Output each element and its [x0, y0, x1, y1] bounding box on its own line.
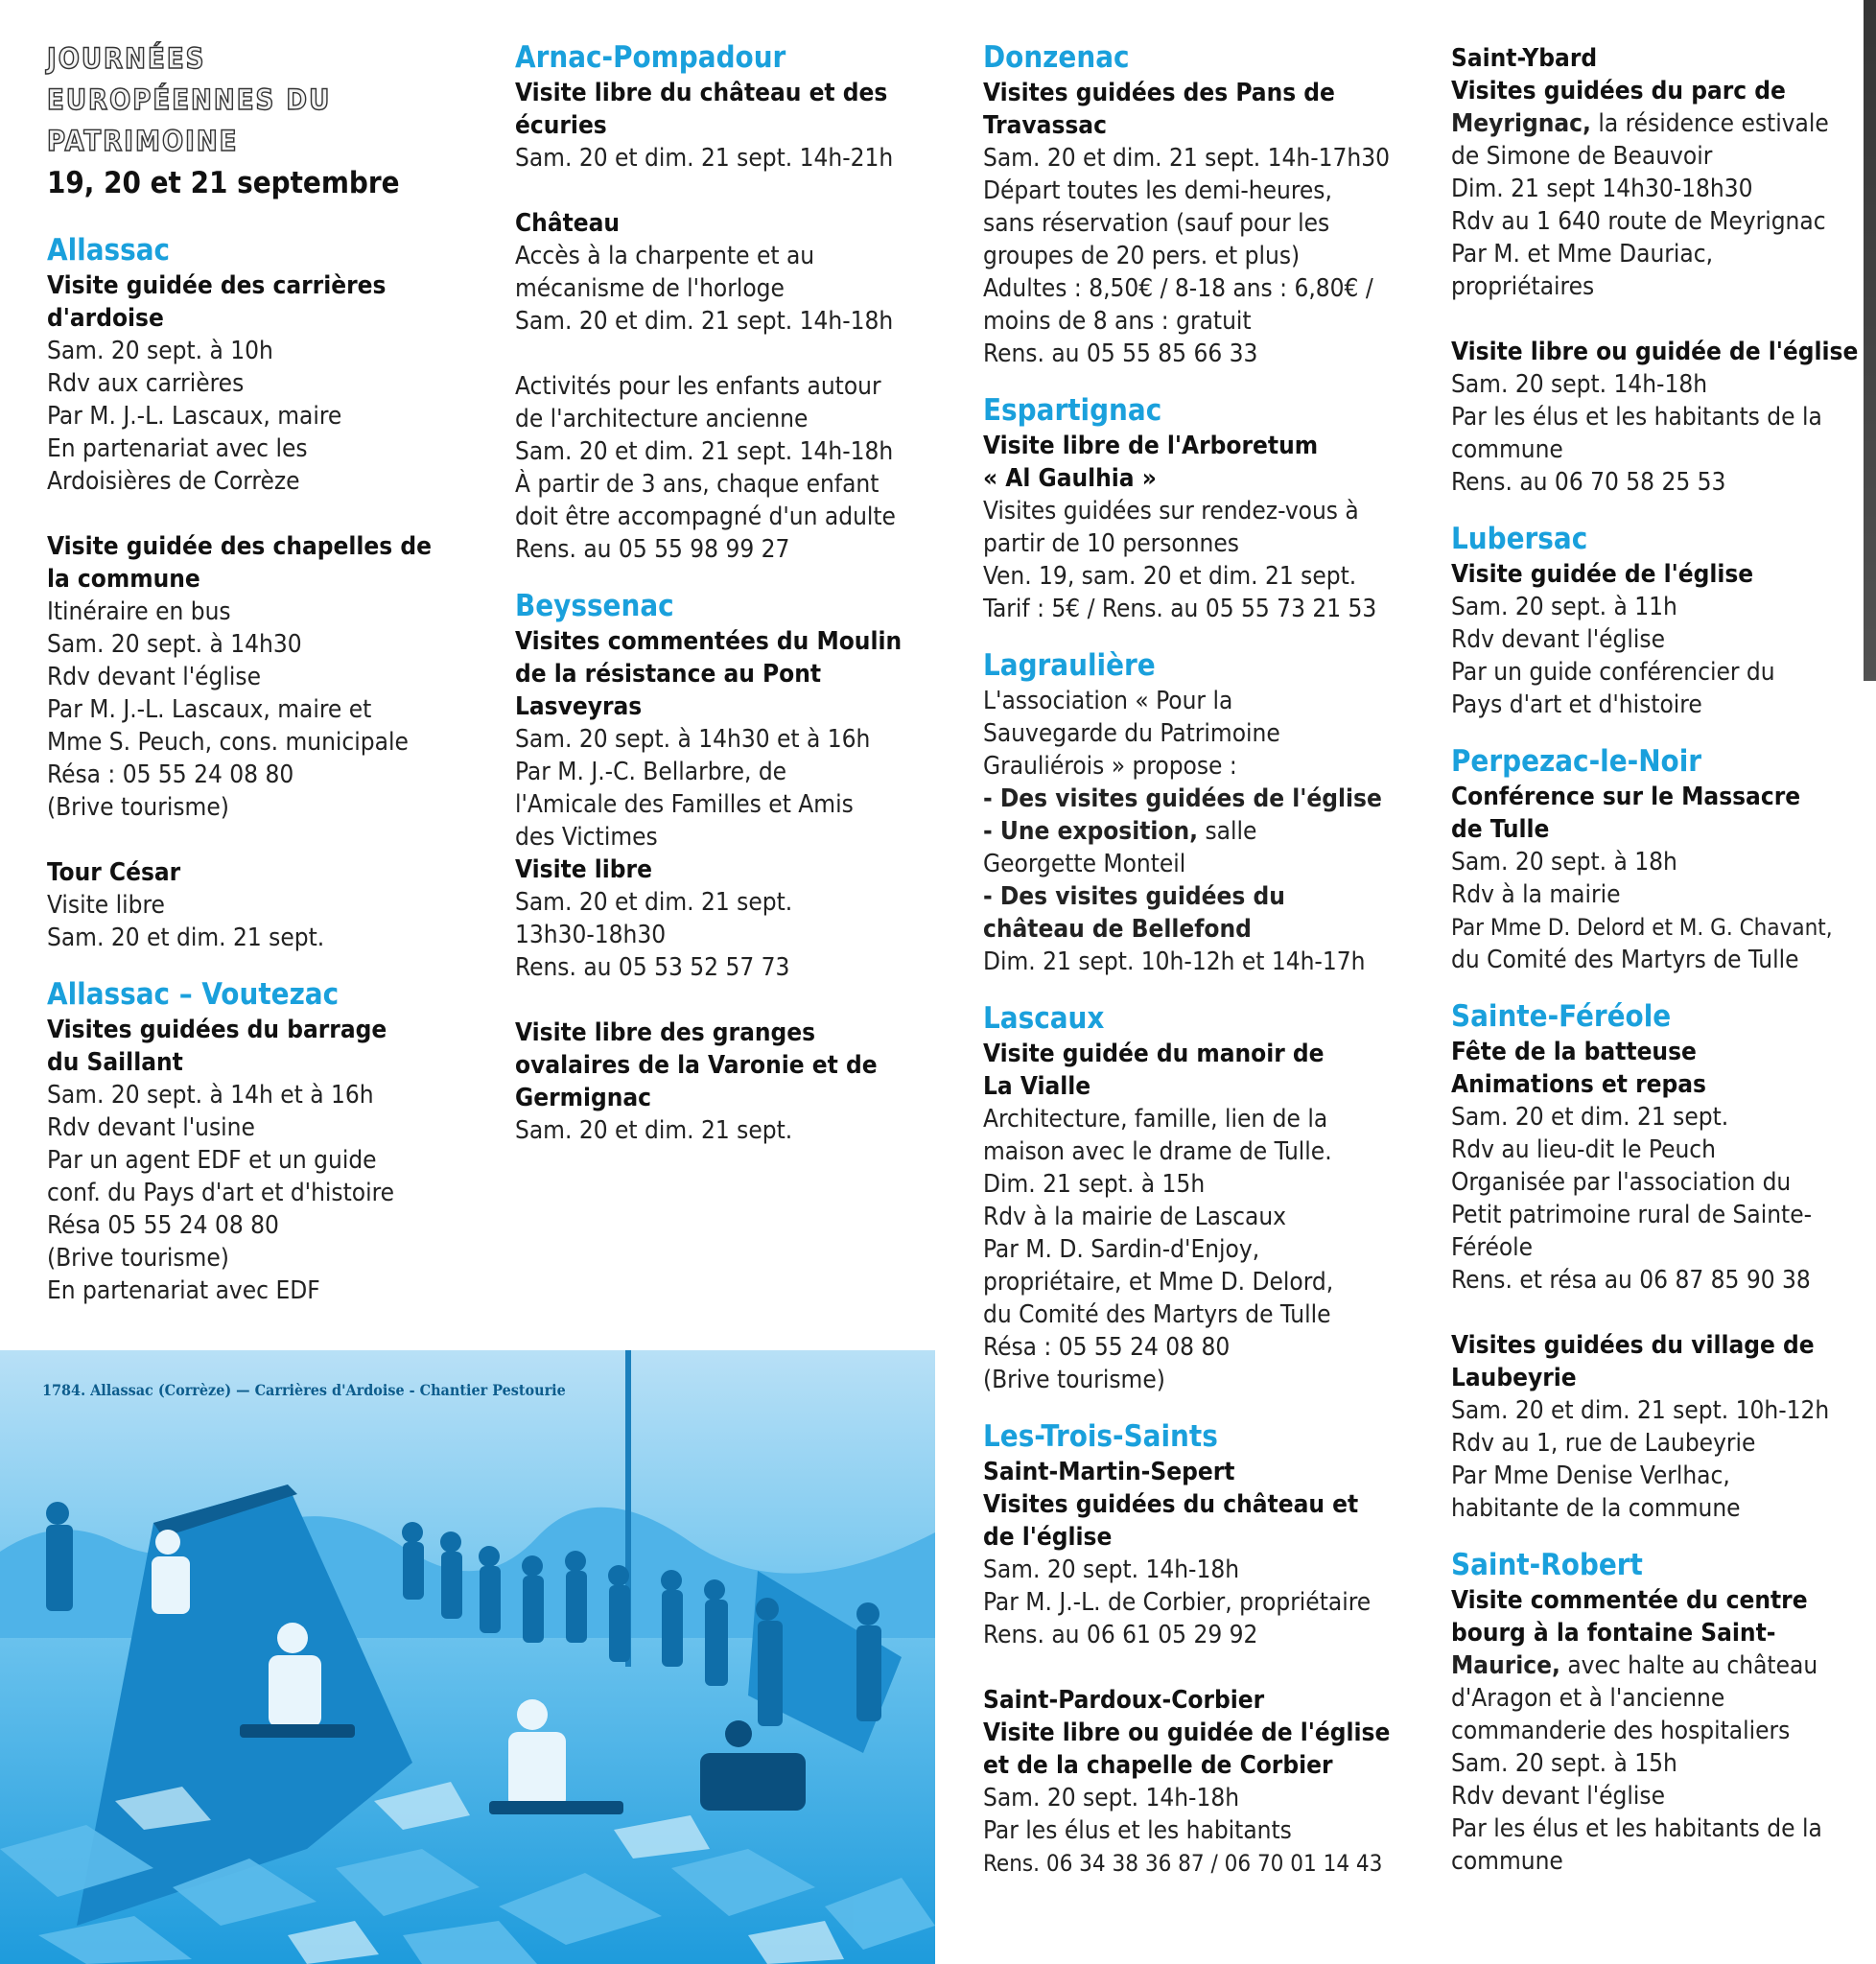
entry-line: doit être accompagné d'un adulte	[515, 503, 896, 531]
entry-line: Sam. 20 et dim. 21 sept. 14h-18h	[515, 437, 894, 466]
entry-line: Sauvegarde du Patrimoine	[983, 719, 1280, 748]
entry-line: Accès à la charpente et au	[515, 242, 815, 270]
entry-line: moins de 8 ans : gratuit	[983, 307, 1252, 336]
entry-line-mixed	[983, 783, 1434, 815]
normal-part: avec halte au château	[1559, 1651, 1818, 1680]
entry-saint-robert	[1451, 1546, 1876, 1878]
entry-line: Sam. 20 sept. à 14h30	[47, 630, 302, 659]
entry-line: Sam. 20 et dim. 21 sept.	[515, 888, 793, 917]
postcard-caption: 1784. Allassac (Corrèze) — Carrières d'Ardoise - Chantier Pestourie	[42, 1381, 566, 1399]
entry-title: ovalaires de la Varonie et de	[515, 1051, 878, 1080]
entry-allassac-chapelles	[47, 530, 498, 824]
entry-line-mixed	[983, 815, 1434, 848]
entry-line: Sam. 20 sept. 14h-18h	[1451, 370, 1708, 399]
entry-title: Visite guidée des chapelles de	[47, 532, 432, 561]
entry-title: la commune	[47, 565, 200, 594]
entry-line: Rdv devant l'usine	[47, 1113, 255, 1142]
entry-title: Animations et repas	[1451, 1070, 1706, 1099]
entry-line: de l'architecture ancienne	[515, 405, 809, 433]
entry-line: En partenariat avec EDF	[47, 1276, 320, 1305]
entry-title: Germignac	[515, 1084, 652, 1112]
header-title-line: PATRIMOINE	[47, 125, 239, 157]
entry-title: Fête de la batteuse	[1451, 1038, 1697, 1066]
entry-line: des Victimes	[515, 823, 658, 852]
column-2	[515, 38, 966, 1147]
entry-line: En partenariat avec les	[47, 434, 308, 463]
entry-title: Conférence sur le Massacre	[1451, 783, 1801, 811]
entry-chateau	[515, 207, 966, 338]
entry-line: Sam. 20 sept. à 18h	[1451, 848, 1677, 877]
entry-title: Laubeyrie	[1451, 1364, 1577, 1392]
entry-line: habitante de la commune	[1451, 1494, 1741, 1523]
entry-laubeyrie	[1451, 1329, 1876, 1525]
entry-line: Résa : 05 55 24 08 80	[47, 760, 294, 789]
entry-line: Ardoisières de Corrèze	[47, 467, 300, 496]
entry-line: mécanisme de l'horloge	[515, 274, 785, 303]
place-name: Lagraulière	[983, 648, 1156, 683]
entry-line: Départ toutes les demi-heures,	[983, 176, 1332, 205]
entry-line: Par Mme Denise Verlhac,	[1451, 1461, 1730, 1490]
entry-line: L'association « Pour la	[983, 687, 1233, 715]
entry-title: Visite guidée de l'église	[1451, 560, 1754, 589]
entry-line-mixed	[1451, 107, 1876, 140]
entry-line: Sam. 20 et dim. 21 sept. 14h-17h30	[983, 144, 1391, 173]
entry-line: Itinéraire en bus	[47, 597, 231, 626]
entry-line: sans réservation (sauf pour les	[983, 209, 1330, 238]
entry-lubersac	[1451, 520, 1876, 721]
place-name: Allassac	[47, 233, 171, 268]
entry-line: Par M. et Mme Dauriac,	[1451, 240, 1714, 269]
entry-line: du Comité des Martyrs de Tulle	[1451, 946, 1799, 974]
entry-line: Rdv aux carrières	[47, 369, 245, 398]
entry-title: Visites guidées du château et	[983, 1490, 1359, 1519]
entry-line: Par un agent EDF et un guide	[47, 1146, 377, 1175]
entry-line: Rens. au 05 55 85 66 33	[983, 339, 1258, 368]
entry-line: Dim. 21 sept. 10h-12h et 14h-17h	[983, 947, 1366, 976]
entry-line: Sam. 20 sept. 14h-18h	[983, 1784, 1240, 1812]
entry-line: groupes de 20 pers. et plus)	[983, 242, 1301, 270]
bold-part: - Des visites guidées de l'église	[983, 784, 1382, 813]
header-title-line: JOURNÉES	[47, 42, 206, 75]
bold-part: - Des visites guidées du	[983, 882, 1285, 911]
entry-line: (Brive tourisme)	[983, 1366, 1165, 1394]
entry-line: Dim. 21 sept. à 15h	[983, 1170, 1206, 1199]
bold-part: Maurice,	[1451, 1651, 1560, 1680]
entry-line: Sam. 20 et dim. 21 sept. 14h-18h	[515, 307, 894, 336]
entry-line: Par Mme D. Delord et M. G. Chavant,	[1451, 914, 1833, 941]
entry-line: Résa 05 55 24 08 80	[47, 1211, 279, 1240]
entry-allassac-carrieres	[47, 231, 498, 498]
entry-line: (Brive tourisme)	[47, 793, 229, 822]
entry-line-mixed	[983, 880, 1434, 913]
entry-line: Pays d'art et d'histoire	[1451, 690, 1702, 719]
entry-title: Visites guidées du village de	[1451, 1331, 1815, 1360]
entry-line: Rdv devant l'église	[1451, 1782, 1665, 1811]
entry-title: d'ardoise	[47, 304, 164, 333]
entry-line: propriétaires	[1451, 272, 1595, 301]
entry-title: Visites commentées du Moulin	[515, 627, 903, 656]
bold-part: - Une exposition,	[983, 817, 1199, 846]
entry-line: Visites guidées sur rendez-vous à	[983, 497, 1359, 526]
entry-les-trois-saints	[983, 1417, 1434, 1651]
entry-line: Architecture, famille, lien de la	[983, 1105, 1328, 1134]
entry-line: Rdv devant l'église	[1451, 625, 1665, 654]
entry-line: Par les élus et les habitants	[983, 1816, 1292, 1845]
entry-line: Sam. 20 et dim. 21 sept. 14h-21h	[515, 144, 894, 173]
entry-espartignac	[983, 391, 1434, 625]
entry-line: Rens. au 06 70 58 25 53	[1451, 468, 1726, 497]
entry-title: Visite commentée du centre	[1451, 1586, 1808, 1615]
entry-line: Rdv au lieu-dit le Peuch	[1451, 1135, 1716, 1164]
entry-line: propriétaire, et Mme D. Delord,	[983, 1268, 1334, 1297]
entry-beyssenac	[515, 587, 966, 984]
entry-title: de l'église	[983, 1523, 1113, 1552]
entry-line: l'Amicale des Familles et Amis	[515, 790, 854, 819]
entry-title: Lasveyras	[515, 692, 643, 721]
entry-title: du Saillant	[47, 1048, 183, 1077]
entry-line: commanderie des hospitaliers	[1451, 1717, 1791, 1745]
entry-granges-ovalaires	[515, 1017, 966, 1147]
scan-edge-shadow	[1864, 0, 1876, 681]
entry-line: Rdv à la mairie de Lascaux	[983, 1203, 1287, 1231]
normal-part: Georgette Monteil	[983, 850, 1186, 878]
entry-line: d'Aragon et à l'ancienne	[1451, 1684, 1725, 1713]
normal-part: salle	[1198, 817, 1257, 846]
entry-title: Visite guidée des carrières	[47, 271, 387, 300]
place-name: Allassac – Voutezac	[47, 977, 340, 1012]
place-name: Beyssenac	[515, 589, 674, 623]
entry-line: Petit patrimoine rural de Sainte-	[1451, 1201, 1813, 1229]
entry-line: Visite libre	[47, 891, 165, 920]
entry-title: Visites guidées des Pans de	[983, 79, 1335, 107]
place-name: Sainte-Féréole	[1451, 999, 1672, 1034]
entry-line: Féréole	[1451, 1233, 1534, 1262]
entry-line: Par M. J.-L. de Corbier, propriétaire	[983, 1588, 1372, 1617]
entry-title: Visites guidées du barrage	[47, 1016, 387, 1044]
entry-title: Visite guidée du manoir de	[983, 1040, 1325, 1068]
entry-line: Tarif : 5€ / Rens. au 05 55 73 21 53	[983, 595, 1377, 623]
entry-line: Rens. au 05 55 98 99 27	[515, 535, 790, 564]
normal-part: la résidence estivale	[1590, 109, 1829, 138]
entry-title: « Al Gaulhia »	[983, 464, 1157, 493]
bold-part: Meyrignac,	[1451, 109, 1591, 138]
entry-saint-ybard	[1451, 42, 1876, 303]
entry-line: Dim. 21 sept 14h30-18h30	[1451, 175, 1753, 203]
header-dates: 19, 20 et 21 septembre	[47, 166, 400, 200]
entry-line: Sam. 20 et dim. 21 sept.	[1451, 1103, 1729, 1132]
entry-title: Château	[515, 209, 621, 238]
entry-line: Par M. J.-L. Lascaux, maire	[47, 402, 342, 431]
column-4	[1451, 42, 1876, 1878]
entry-donzenac	[983, 38, 1434, 370]
place-name: Perpezac-le-Noir	[1451, 744, 1702, 779]
entry-line: Rens. au 06 61 05 29 92	[983, 1621, 1258, 1649]
entry-line: partir de 10 personnes	[983, 529, 1239, 558]
place-name: Les-Trois-Saints	[983, 1419, 1218, 1454]
entry-line: Sam. 20 sept. à 10h	[47, 337, 273, 365]
entry-line: commune	[1451, 1847, 1563, 1876]
entry-title: Visite libre	[515, 855, 652, 884]
quarry-workers-illustration	[0, 1350, 935, 1964]
entry-eglise-saint-ybard	[1451, 336, 1876, 499]
entry-line: Résa : 05 55 24 08 80	[983, 1333, 1231, 1362]
entry-title: Visite libre ou guidée de l'église	[983, 1718, 1391, 1747]
entry-line: du Comité des Martyrs de Tulle	[983, 1300, 1331, 1329]
entry-title: de la résistance au Pont	[515, 660, 822, 689]
entry-line: Sam. 20 sept. à 14h et à 16h	[47, 1081, 374, 1110]
entry-line: Sam. 20 et dim. 21 sept.	[47, 924, 325, 952]
entry-line: Par un guide conférencier du	[1451, 658, 1775, 687]
entry-line: Activités pour les enfants autour	[515, 372, 881, 401]
entry-title: Visite libre ou guidée de l'église	[1451, 338, 1859, 366]
entry-allassac-voutezac	[47, 975, 498, 1307]
postcard-photo	[0, 1350, 935, 1964]
entry-title: Visite libre de l'Arboretum	[983, 432, 1319, 460]
column-1	[47, 38, 498, 1307]
entry-line: maison avec le drame de Tulle.	[983, 1137, 1332, 1166]
entry-line-mixed	[983, 913, 1434, 946]
entry-line: Rdv au 1 640 route de Meyrignac	[1451, 207, 1826, 236]
entry-line: conf. du Pays d'art et d'histoire	[47, 1179, 395, 1207]
entry-activites-enfants	[515, 370, 966, 566]
entry-line-mixed	[983, 848, 1434, 880]
entry-title: de Tulle	[1451, 815, 1550, 844]
entry-line: Adultes : 8,50€ / 8-18 ans : 6,80€ /	[983, 274, 1373, 303]
entry-line: commune	[1451, 435, 1563, 464]
entry-title: La Vialle	[983, 1072, 1091, 1101]
place-name: Espartignac	[983, 393, 1162, 428]
entry-line: Sam. 20 et dim. 21 sept. 10h-12h	[1451, 1396, 1830, 1425]
bold-part: château de Bellefond	[983, 915, 1252, 944]
entry-lascaux	[983, 999, 1434, 1396]
entry-line: Sam. 20 sept. à 11h	[1451, 593, 1677, 621]
entry-title: et de la chapelle de Corbier	[983, 1751, 1333, 1780]
entry-tour-cesar	[47, 856, 498, 954]
entry-line: Rdv au 1, rue de Laubeyrie	[1451, 1429, 1756, 1458]
entry-title: écuries	[515, 111, 607, 140]
entry-line: À partir de 3 ans, chaque enfant	[515, 470, 879, 499]
entry-line-mixed	[1451, 1649, 1876, 1682]
entry-line: Rens. 06 34 38 36 87 / 06 70 01 14 43	[983, 1850, 1383, 1877]
entry-line: (Brive tourisme)	[47, 1244, 229, 1273]
entry-title: Tour César	[47, 858, 181, 887]
entry-line: Rens. au 05 53 52 57 73	[515, 953, 790, 982]
entry-line: Rens. et résa au 06 87 85 90 38	[1451, 1266, 1811, 1295]
entry-line: Rdv à la mairie	[1451, 880, 1621, 909]
entry-title: Travassac	[983, 111, 1107, 140]
entry-line: 13h30-18h30	[515, 921, 667, 949]
place-name: Arnac-Pompadour	[515, 40, 786, 75]
entry-line: Sam. 20 sept. 14h-18h	[983, 1555, 1240, 1584]
entry-perpezac-le-noir	[1451, 742, 1876, 976]
entry-line: Par M. J.-L. Lascaux, maire et	[47, 695, 372, 724]
entry-line: de Simone de Beauvoir	[1451, 142, 1713, 171]
entry-arnac-pompadour	[515, 38, 966, 175]
place-name: Lascaux	[983, 1001, 1105, 1036]
sub-place-name: Saint-Martin-Sepert	[983, 1458, 1235, 1486]
entry-line: Mme S. Peuch, cons. municipale	[47, 728, 409, 757]
entry-line: Grauliérois » propose :	[983, 752, 1237, 781]
entry-title: bourg à la fontaine Saint-	[1451, 1619, 1776, 1648]
place-name: Lubersac	[1451, 522, 1588, 556]
place-name: Donzenac	[983, 40, 1130, 75]
entry-saint-pardoux-corbier	[983, 1684, 1434, 1880]
entry-line: Par M. J.-C. Bellarbre, de	[515, 758, 787, 786]
entry-lagrauliere	[983, 646, 1434, 978]
entry-sainte-fereole	[1451, 997, 1876, 1297]
entry-line: Par M. D. Sardin-d'Enjoy,	[983, 1235, 1260, 1264]
entry-title: Visites guidées du parc de	[1451, 77, 1786, 105]
entry-line: Sam. 20 et dim. 21 sept.	[515, 1116, 793, 1145]
place-name: Saint-Robert	[1451, 1548, 1643, 1582]
entry-line: Organisée par l'association du	[1451, 1168, 1792, 1197]
entry-title: Visite libre du château et des	[515, 79, 888, 107]
entry-line: Par les élus et les habitants de la	[1451, 403, 1822, 432]
header-title-line: EUROPÉENNES DU	[47, 83, 332, 116]
entry-title: Visite libre des granges	[515, 1018, 816, 1047]
column-3	[983, 38, 1434, 1880]
sub-place-name: Saint-Ybard	[1451, 44, 1598, 73]
entry-line: Sam. 20 sept. à 14h30 et à 16h	[515, 725, 871, 754]
entry-line: Sam. 20 sept. à 15h	[1451, 1749, 1677, 1778]
sub-place-name: Saint-Pardoux-Corbier	[983, 1686, 1265, 1715]
entry-line: Ven. 19, sam. 20 et dim. 21 sept.	[983, 562, 1357, 591]
entry-line: Par les élus et les habitants de la	[1451, 1814, 1822, 1843]
header	[47, 38, 498, 202]
entry-line: Rdv devant l'église	[47, 663, 261, 691]
